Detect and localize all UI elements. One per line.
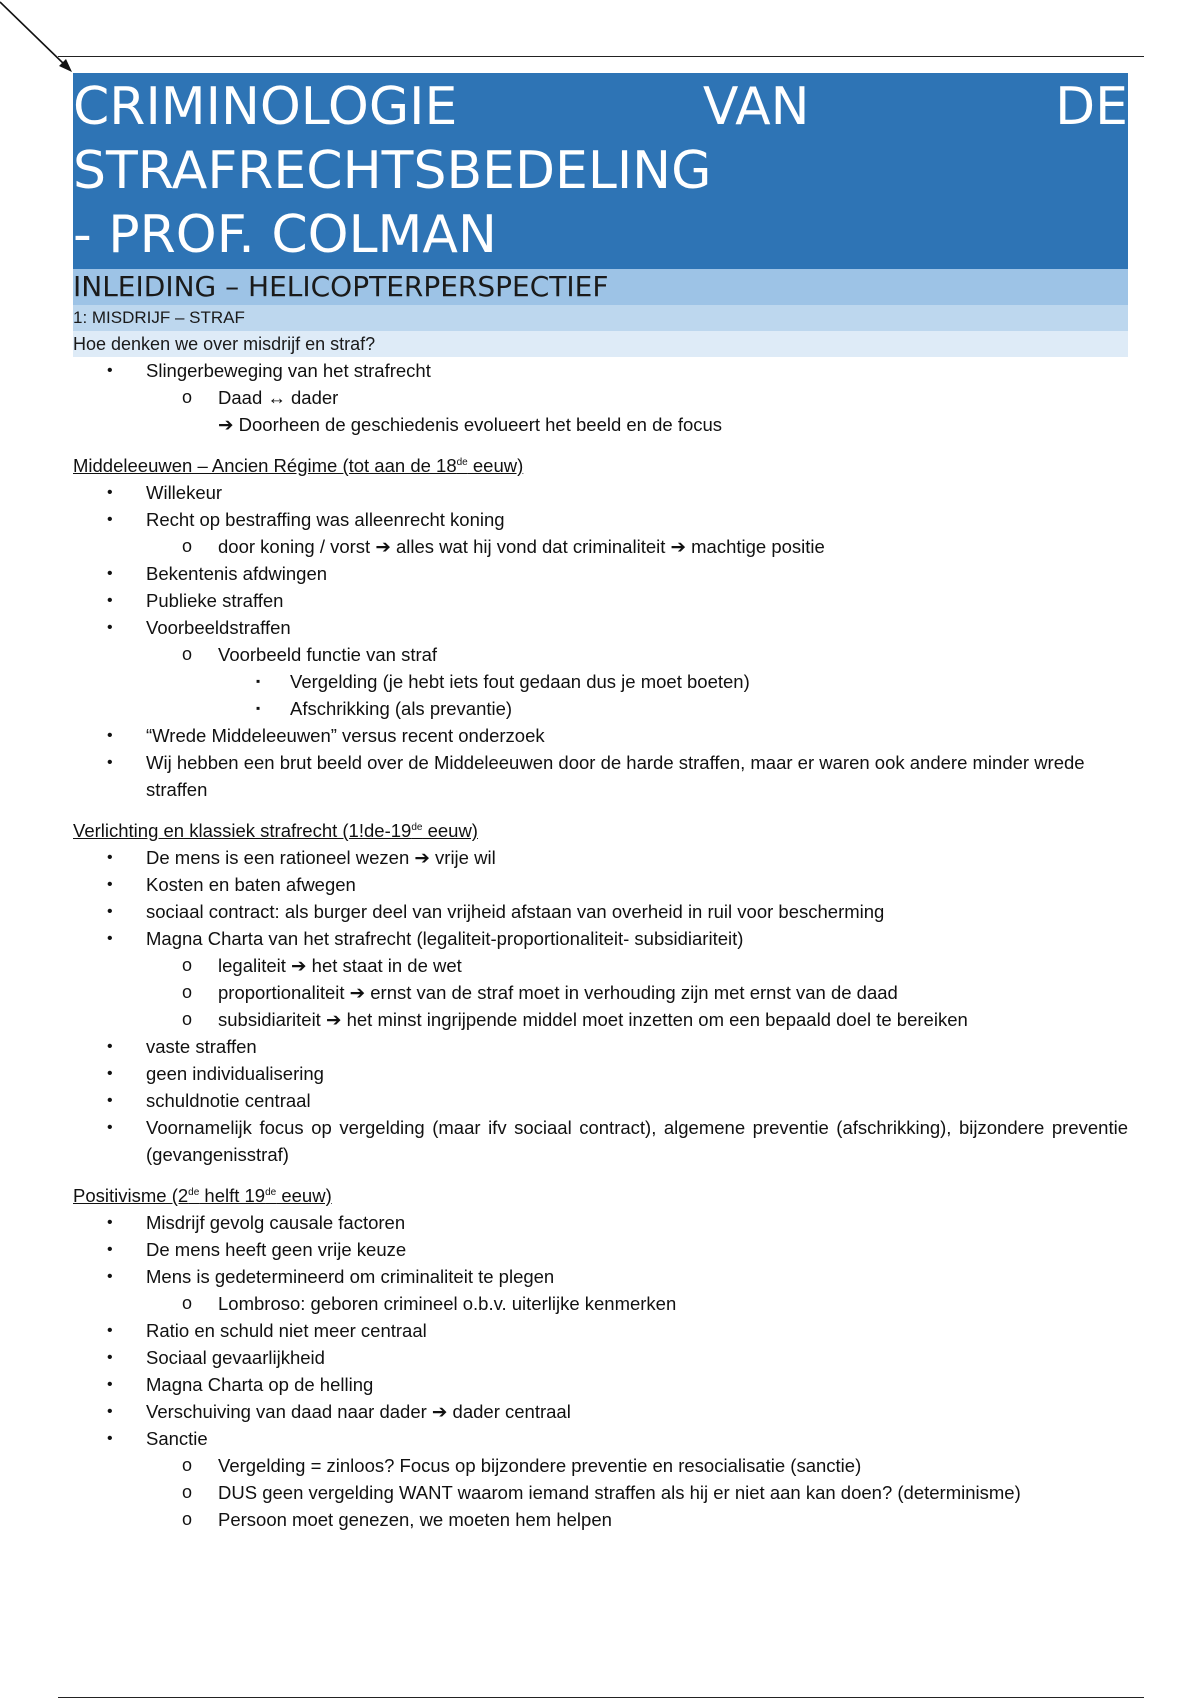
list-item: o Voorbeeld functie van straf <box>73 641 1128 668</box>
bullet-icon: • <box>107 1268 113 1285</box>
list-item: • schuldnotie centraal <box>73 1087 1128 1114</box>
list-item: • Magna Charta van het strafrecht (legaliteit-proportionaliteit- subsidiariteit) <box>73 925 1128 952</box>
list-item: • Wij hebben een brut beeld over de Middeleeuwen door de harde straffen, maar er waren ook andere minder wrede straffen <box>73 749 1128 803</box>
list-item: • Ratio en schuld niet meer centraal <box>73 1317 1128 1344</box>
list-item: • Bekentenis afdwingen <box>73 560 1128 587</box>
bullet-icon: • <box>107 511 113 528</box>
bottom-rule <box>58 1697 1144 1698</box>
list-item: ▪ Vergelding (je hebt iets fout gedaan dus je moet boeten) <box>73 668 1128 695</box>
circle-bullet-icon: o <box>182 387 193 407</box>
circle-bullet-icon: o <box>182 982 193 1002</box>
list-item: • De mens heeft geen vrije keuze <box>73 1236 1128 1263</box>
section-heading-positivisme: Positivisme (2de helft 19de eeuw) <box>73 1185 332 1206</box>
list-item: • Sanctie <box>73 1425 1128 1452</box>
list-item: • geen individualisering <box>73 1060 1128 1087</box>
bullet-icon: • <box>107 1038 113 1055</box>
bullet-icon: • <box>107 1214 113 1231</box>
list-item: • Voorbeeldstraffen <box>73 614 1128 641</box>
bullet-icon: • <box>107 362 113 379</box>
list-item: • Magna Charta op de helling <box>73 1371 1128 1398</box>
circle-bullet-icon: o <box>182 1455 193 1475</box>
list-item: o proportionaliteit ➔ ernst van de straf moet in verhouding zijn met ernst van de daad <box>73 979 1128 1006</box>
arrow-note: ➔ Doorheen de geschiedenis evolueert het beeld en de focus <box>218 414 723 435</box>
list-item: • Verschuiving van daad naar dader ➔ dader centraal <box>73 1398 1128 1425</box>
list-item: • Recht op bestraffing was alleenrecht koning <box>73 506 1128 533</box>
circle-bullet-icon: o <box>182 644 193 664</box>
bullet-icon: • <box>107 1376 113 1393</box>
title-word-de: DE <box>1055 77 1128 137</box>
circle-bullet-icon: o <box>182 1509 193 1529</box>
section-heading-verlichting: Verlichting en klassiek strafrecht (1!de-19de eeuw) <box>73 820 478 841</box>
bullet-icon: • <box>107 1119 113 1136</box>
list-item: • Slingerbeweging van het strafrecht <box>73 357 1128 384</box>
positivisme-list <box>73 1209 1128 1533</box>
document-page <box>73 73 1128 1533</box>
circle-bullet-icon: o <box>182 1482 193 1502</box>
top-rule <box>58 56 1144 57</box>
circle-bullet-icon: o <box>182 955 193 975</box>
bullet-icon: • <box>107 592 113 609</box>
list-item: • Misdrijf gevolg causale factoren <box>73 1209 1128 1236</box>
list-item: o subsidiariteit ➔ het minst ingrijpende middel moet inzetten om een bepaald doel te bereiken <box>73 1006 1128 1033</box>
list-item: • Mens is gedetermineerd om criminaliteit te plegen <box>73 1263 1128 1290</box>
list-item: o Lombroso: geboren crimineel o.b.v. uiterlijke kenmerken <box>73 1290 1128 1317</box>
bullet-icon: • <box>107 1430 113 1447</box>
bullet-icon: • <box>107 1092 113 1109</box>
bullet-icon: • <box>107 754 113 771</box>
bullet-icon: • <box>107 619 113 636</box>
bullet-icon: • <box>107 1322 113 1339</box>
document-title <box>73 73 1128 269</box>
list-item: • vaste straffen <box>73 1033 1128 1060</box>
list-item: • Publieke straffen <box>73 587 1128 614</box>
corner-arrow-icon <box>0 0 80 80</box>
list-item: o door koning / vorst ➔ alles wat hij vond dat criminaliteit ➔ machtige positie <box>73 533 1128 560</box>
circle-bullet-icon: o <box>182 536 193 556</box>
bullet-icon: • <box>107 727 113 744</box>
circle-bullet-icon: o <box>182 1293 193 1313</box>
bullet-icon: • <box>107 1403 113 1420</box>
title-word-van: VAN <box>702 77 810 137</box>
bullet-icon: • <box>107 1241 113 1258</box>
verlichting-list <box>73 844 1128 1168</box>
list-item: o Daad ↔ dader <box>73 384 1128 411</box>
list-item: o legaliteit ➔ het staat in de wet <box>73 952 1128 979</box>
list-item: • Willekeur <box>73 479 1128 506</box>
list-item: • Sociaal gevaarlijkheid <box>73 1344 1128 1371</box>
heading-1: INLEIDING – HELICOPTERPERSPECTIEF <box>73 269 1128 305</box>
bullet-icon: • <box>107 903 113 920</box>
bullet-icon: • <box>107 1065 113 1082</box>
title-line-2: STRAFRECHTSBEDELING <box>73 141 712 201</box>
bullet-icon: • <box>107 876 113 893</box>
square-bullet-icon: ▪ <box>256 674 261 688</box>
list-item: • sociaal contract: als burger deel van vrijheid afstaan van overheid in ruil voor bescherming <box>73 898 1128 925</box>
list-item: o Persoon moet genezen, we moeten hem helpen <box>73 1506 1128 1533</box>
list-item: ▪ Afschrikking (als prevantie) <box>73 695 1128 722</box>
title-line-3: - PROF. COLMAN <box>73 205 497 265</box>
bullet-icon: • <box>107 565 113 582</box>
bullet-icon: • <box>107 849 113 866</box>
list-item: o Vergelding = zinloos? Focus op bijzondere preventie en resocialisatie (sanctie) <box>73 1452 1128 1479</box>
list-item: • “Wrede Middeleeuwen” versus recent onderzoek <box>73 722 1128 749</box>
heading-2: 1: MISDRIJF – STRAF <box>73 305 1128 331</box>
list-item: • De mens is een rationeel wezen ➔ vrije wil <box>73 844 1128 871</box>
bullet-icon: • <box>107 1349 113 1366</box>
bullet-icon: • <box>107 484 113 501</box>
list-item: o DUS geen vergelding WANT waarom iemand straffen als hij er niet aan kan doen? (determinisme) <box>73 1479 1128 1506</box>
bullet-icon: • <box>107 930 113 947</box>
title-line-1 <box>73 75 1128 139</box>
list-item: • Voornamelijk focus op vergelding (maar ifv sociaal contract), algemene preventie (afschrikking), bijzondere preventie (gevangenisstraf) <box>73 1114 1128 1168</box>
section-heading-middeleeuwen: Middeleeuwen – Ancien Régime (tot aan de 18de eeuw) <box>73 455 524 476</box>
title-word-criminologie: CRIMINOLOGIE <box>73 77 458 137</box>
middeleeuwen-list <box>73 479 1128 803</box>
list-item: • Kosten en baten afwegen <box>73 871 1128 898</box>
heading-3: Hoe denken we over misdrijf en straf? <box>73 331 1128 357</box>
circle-bullet-icon: o <box>182 1009 193 1029</box>
intro-list <box>73 357 1128 438</box>
square-bullet-icon: ▪ <box>256 701 261 715</box>
